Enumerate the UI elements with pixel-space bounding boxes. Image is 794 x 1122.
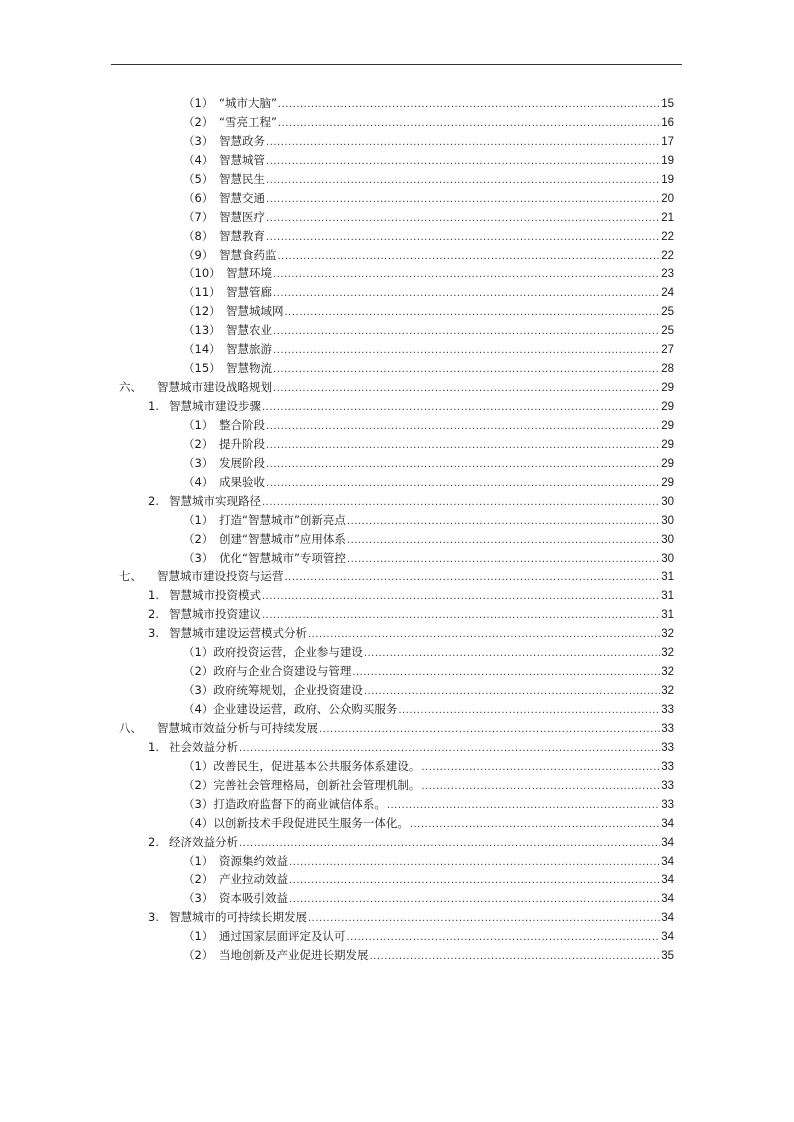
- toc-entry[interactable]: [0, 473, 794, 492]
- toc-entry-number: 1.: [148, 739, 159, 754]
- toc-entry-page-number: 34: [661, 893, 674, 906]
- toc-entry[interactable]: [0, 567, 794, 586]
- toc-entry[interactable]: [0, 132, 794, 151]
- toc-entry[interactable]: [0, 530, 794, 549]
- toc-entry-title: 智慧城市实现路径: [169, 493, 261, 508]
- toc-entry-number: （8）: [183, 228, 214, 243]
- toc-entry-number: （1）: [183, 417, 214, 432]
- toc-entry-number: （2）: [183, 114, 214, 129]
- toc-entry-title: 发展阶段: [219, 455, 265, 470]
- toc-entry-page-number: 30: [661, 514, 674, 527]
- toc-entry-page-number: 33: [661, 779, 674, 792]
- toc-entry[interactable]: [0, 814, 794, 833]
- toc-entry-number: 1.: [148, 588, 159, 603]
- toc-entry[interactable]: [0, 908, 794, 927]
- toc-entry-title: “雪亮工程”: [219, 114, 277, 129]
- toc-entry[interactable]: [0, 719, 794, 738]
- toc-entry[interactable]: [0, 889, 794, 908]
- toc-entry-number: （2）: [183, 948, 214, 963]
- toc-entry-title: 优化“智慧城市”专项管控: [219, 550, 346, 565]
- toc-entry-title: 整合阶段: [219, 417, 265, 432]
- toc-entry[interactable]: [0, 302, 794, 321]
- toc-entry-number: （3）: [183, 891, 214, 906]
- toc-entry-title: 智慧城市建设投资与运营: [157, 569, 284, 584]
- toc-entry-number: （2）: [183, 872, 214, 887]
- toc-entry-title: 智慧城市的可持续长期发展: [169, 910, 307, 925]
- toc-entry-title: 智慧交通: [219, 190, 265, 205]
- toc-entry-page-number: 29: [661, 401, 674, 413]
- toc-entry-page-number: 19: [661, 154, 674, 167]
- toc-entry[interactable]: [0, 795, 794, 814]
- toc-entry-page-number: 19: [661, 173, 674, 186]
- toc-entry-number: 七、: [119, 569, 142, 584]
- toc-entry-page-number: 33: [661, 798, 674, 811]
- toc-entry-title: （2）完善社会管理格局，创新社会管理机制。: [183, 777, 421, 792]
- toc-entry-number: （1）: [183, 96, 214, 110]
- toc-entry-number: （12）: [183, 304, 221, 319]
- toc-entry-number: （2）: [183, 531, 214, 546]
- toc-entry-number: （1）: [183, 929, 214, 944]
- toc-entry-number: 2.: [148, 834, 159, 849]
- toc-entry-page-number: 29: [661, 438, 674, 451]
- toc-entry-title: 智慧物流: [226, 361, 272, 376]
- toc-entry[interactable]: [0, 492, 794, 511]
- toc-entry-title: 智慧城市投资模式: [169, 588, 261, 603]
- toc-entry-number: （4）: [183, 152, 214, 167]
- toc-entry[interactable]: [0, 549, 794, 568]
- toc-entry-number: （4）: [183, 474, 214, 489]
- toc-entry-page-number: 32: [661, 628, 674, 641]
- toc-entry-number: （3）: [183, 455, 214, 470]
- toc-entry-number: （10）: [183, 266, 221, 281]
- toc-entry-page-number: 30: [661, 552, 674, 565]
- toc-entry-title: 资本吸引效益: [219, 891, 288, 906]
- toc-entry-page-number: 25: [661, 325, 674, 338]
- toc-entry-page-number: 32: [661, 666, 674, 679]
- toc-entry[interactable]: [0, 264, 794, 283]
- toc-entry[interactable]: [0, 605, 794, 624]
- toc-entry-title: （1）改善民生，促进基本公共服务体系建设。: [183, 758, 421, 773]
- toc-entry-page-number: 31: [661, 590, 674, 603]
- toc-entry-title: 创建“智慧城市”应用体系: [219, 531, 346, 546]
- toc-entry-number: （3）: [183, 133, 214, 148]
- toc-entry-title: 智慧医疗: [219, 209, 265, 224]
- toc-entry-title: （1）政府投资运营，企业参与建设: [183, 645, 363, 660]
- toc-entry-title: （3）政府统筹规划，企业投资建设: [183, 683, 363, 698]
- toc-entry[interactable]: [0, 776, 794, 795]
- toc-entry[interactable]: [0, 170, 794, 189]
- toc-entry[interactable]: [0, 852, 794, 871]
- toc-entry[interactable]: [0, 511, 794, 530]
- toc-entry[interactable]: [0, 454, 794, 473]
- toc-entry-page-number: 30: [661, 533, 674, 546]
- toc-entry-page-number: 29: [661, 457, 674, 470]
- toc-entry-number: （5）: [183, 171, 214, 186]
- toc-entry[interactable]: [0, 94, 794, 113]
- toc-entry-page-number: 34: [661, 855, 674, 868]
- toc-entry-page-number: 33: [661, 704, 674, 716]
- toc-entry[interactable]: [0, 416, 794, 435]
- toc-entry-title: 通过国家层面评定及认可: [219, 929, 346, 944]
- toc-entry[interactable]: [0, 359, 794, 378]
- toc-entry[interactable]: [0, 870, 794, 889]
- toc-entry-number: （11）: [183, 285, 221, 300]
- toc-entry-number: （13）: [183, 323, 221, 338]
- toc-entry[interactable]: [0, 340, 794, 359]
- toc-entry-title: 智慧民生: [219, 171, 265, 186]
- toc-entry-number: （3）: [183, 550, 214, 565]
- toc-entry-number: 1.: [148, 399, 159, 413]
- toc-entry-number: 2.: [148, 607, 159, 622]
- toc-entry-page-number: 24: [661, 287, 674, 300]
- toc-entry[interactable]: [0, 189, 794, 208]
- toc-entry-title: 资源集约效益: [219, 853, 288, 868]
- toc-entry-page-number: 20: [661, 192, 674, 205]
- toc-entry-page-number: 16: [661, 116, 674, 129]
- toc-entry-title: 产业拉动效益: [219, 872, 288, 887]
- toc-entry[interactable]: [0, 738, 794, 757]
- toc-entry[interactable]: [0, 624, 794, 643]
- toc-entry-page-number: 29: [661, 476, 674, 489]
- toc-entry-title: 社会效益分析: [169, 739, 238, 754]
- toc-entry-page-number: 27: [661, 344, 674, 357]
- toc-entry-title: 智慧农业: [226, 323, 272, 338]
- toc-entry-page-number: 32: [661, 647, 674, 660]
- toc-entry-title: （4）以创新技术手段促进民生服务一体化。: [183, 815, 409, 830]
- toc-entry-number: 3.: [148, 626, 159, 641]
- toc-entry-page-number: 35: [661, 950, 674, 963]
- toc-entry[interactable]: [0, 151, 794, 170]
- toc-entry[interactable]: [0, 208, 794, 227]
- toc-entry-page-number: 33: [661, 741, 674, 754]
- header-rule: [111, 64, 682, 65]
- toc-entry[interactable]: [0, 113, 794, 132]
- toc-entry-title: 智慧城市建设步骤: [169, 399, 261, 413]
- toc-entry-title: 打造“智慧城市”创新亮点: [219, 512, 346, 527]
- toc-entry[interactable]: [0, 397, 794, 416]
- toc-entry-page-number: 29: [661, 419, 674, 432]
- toc-entry-page-number: 34: [661, 836, 674, 849]
- toc-entry-page-number: 34: [661, 874, 674, 887]
- toc-entry-page-number: 34: [661, 817, 674, 830]
- toc-entry-page-number: 32: [661, 685, 674, 698]
- toc-entry-title: 智慧管廊: [226, 285, 272, 300]
- toc-entry[interactable]: [0, 283, 794, 302]
- toc-entry-title: 智慧城管: [219, 152, 265, 167]
- toc-entry-title: 智慧城市建设战略规划: [157, 380, 272, 395]
- toc-entry-title: 智慧政务: [219, 133, 265, 148]
- toc-entry-page-number: 22: [661, 249, 674, 262]
- toc-entry-number: （15）: [183, 361, 221, 376]
- toc-entry-number: （2）: [183, 436, 214, 451]
- toc-entry-page-number: 17: [661, 135, 674, 148]
- toc-entry-title: 智慧旅游: [226, 342, 272, 357]
- toc-entry-title: 成果验收: [219, 474, 265, 489]
- toc-entry[interactable]: [0, 927, 794, 946]
- toc-entry[interactable]: [0, 586, 794, 605]
- toc-entry[interactable]: [0, 246, 794, 265]
- toc-entry-page-number: 25: [661, 306, 674, 319]
- toc-entry-page-number: 15: [661, 98, 674, 110]
- toc-entry-page-number: 33: [661, 760, 674, 773]
- toc-entry-page-number: 30: [661, 495, 674, 508]
- toc-entry-title: （4）企业建设运营，政府、公众购买服务: [183, 702, 398, 716]
- toc-entry-title: 提升阶段: [219, 436, 265, 451]
- toc-entry[interactable]: [0, 227, 794, 246]
- toc-entry-page-number: 31: [661, 571, 674, 584]
- toc-entry-title: “城市大脑”: [219, 96, 277, 110]
- toc-entry-number: 3.: [148, 910, 159, 925]
- toc-entry-page-number: 33: [661, 722, 674, 735]
- toc-entry-title: 智慧城市投资建议: [169, 607, 261, 622]
- toc-entry-title: 智慧教育: [219, 228, 265, 243]
- toc-entry[interactable]: [0, 681, 794, 700]
- toc-entry-number: 六、: [119, 380, 142, 395]
- toc-entry[interactable]: [0, 757, 794, 776]
- toc-entry-number: （14）: [183, 342, 221, 357]
- toc-entry-number: （9）: [183, 247, 214, 262]
- toc-entry-number: （1）: [183, 853, 214, 868]
- toc-entry-page-number: 23: [661, 268, 674, 281]
- toc-entry-title: （2）政府与企业合资建设与管理: [183, 664, 352, 679]
- toc-entry-page-number: 31: [661, 609, 674, 622]
- toc-entry-title: （3）打造政府监督下的商业诚信体系。: [183, 796, 386, 811]
- toc-entry[interactable]: [0, 435, 794, 454]
- toc-entry[interactable]: [0, 643, 794, 662]
- toc-entry-number: 八、: [119, 720, 142, 735]
- toc-entry[interactable]: [0, 378, 794, 397]
- toc-entry-number: （7）: [183, 209, 214, 224]
- toc-entry-page-number: 29: [661, 382, 674, 395]
- toc-dot-leader: [370, 948, 661, 967]
- toc-entry-page-number: 22: [661, 230, 674, 243]
- toc-entry-number: （1）: [183, 512, 214, 527]
- toc-entry-page-number: 21: [661, 211, 674, 224]
- toc-entry[interactable]: [0, 321, 794, 340]
- toc-entry-title: 智慧食药监: [219, 247, 277, 262]
- toc-entry-title: 智慧环境: [226, 266, 272, 281]
- toc-entry-page-number: 34: [661, 912, 674, 925]
- table-of-contents: [0, 94, 794, 965]
- toc-entry-title: 智慧城市建设运营模式分析: [169, 626, 307, 641]
- toc-entry-page-number: 34: [661, 931, 674, 944]
- toc-entry-number: （6）: [183, 190, 214, 205]
- toc-entry-number: 2.: [148, 493, 159, 508]
- toc-entry-title: 当地创新及产业促进长期发展: [219, 948, 369, 963]
- toc-entry-title: 智慧城域网: [226, 304, 284, 319]
- toc-entry[interactable]: [0, 833, 794, 852]
- toc-entry-page-number: 28: [661, 363, 674, 376]
- toc-entry-title: 智慧城市效益分析与可持续发展: [157, 720, 318, 735]
- toc-entry[interactable]: [0, 662, 794, 681]
- toc-entry[interactable]: [0, 946, 794, 965]
- toc-entry-title: 经济效益分析: [169, 834, 238, 849]
- toc-entry[interactable]: [0, 700, 794, 719]
